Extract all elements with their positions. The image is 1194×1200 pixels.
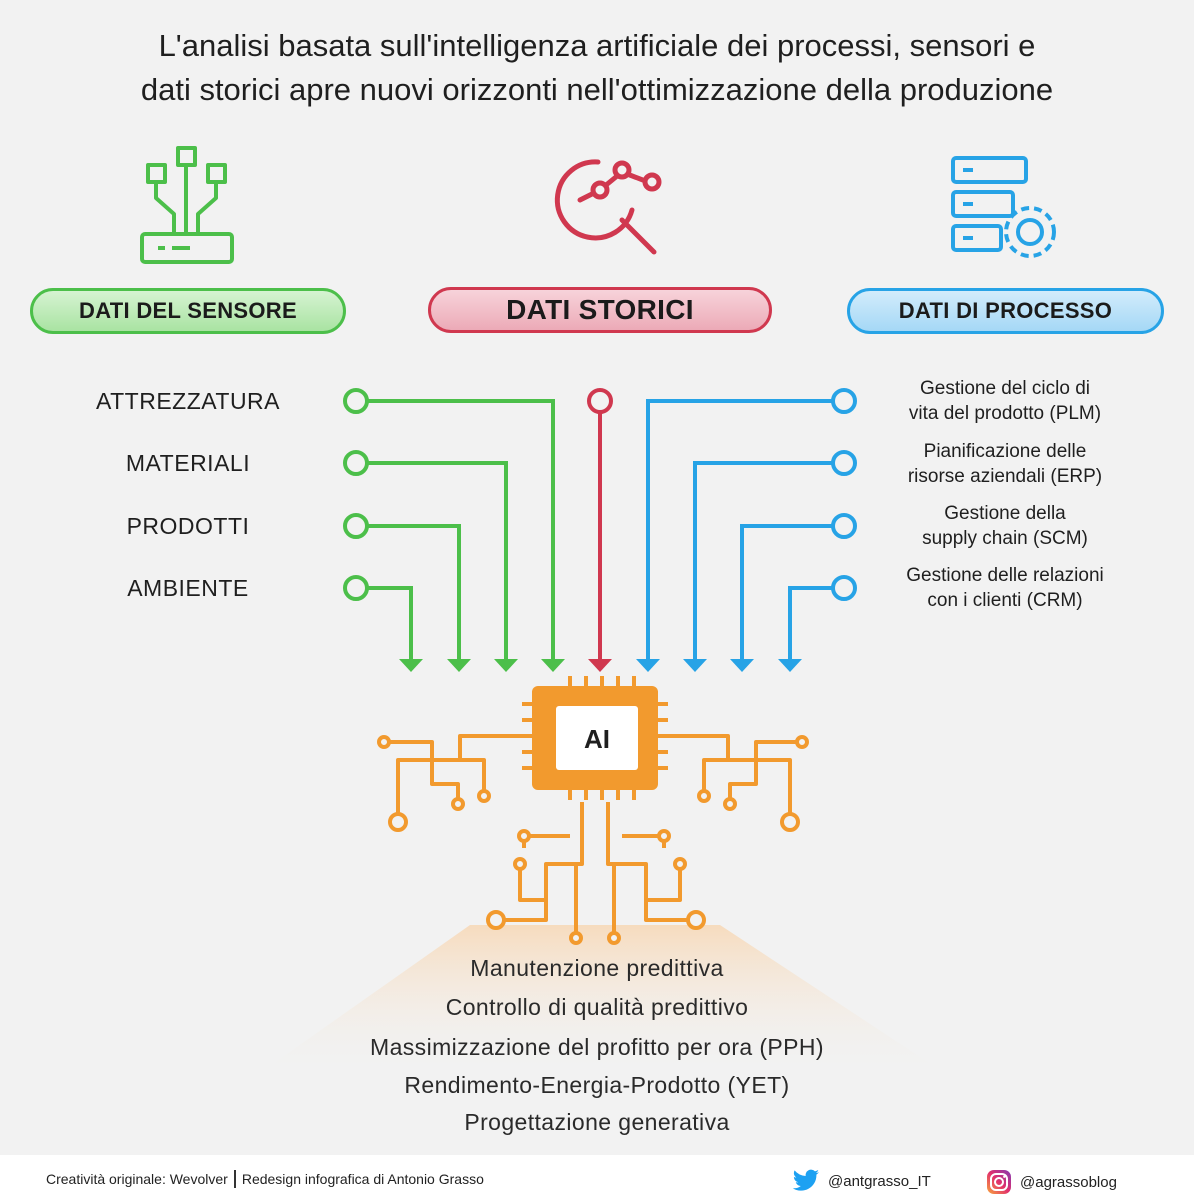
twitter-handle: @antgrasso_IT — [828, 1172, 931, 1190]
process-item-plm-line-1: Gestione del ciclo di — [919, 378, 1091, 399]
outcome-profit-per-hour: Massimizzazione del profitto per ora (PPH) — [370, 1034, 824, 1060]
process-item-scm-line-1: Gestione della — [944, 503, 1066, 524]
instagram-handle: @agrassoblog — [1020, 1173, 1117, 1191]
process-item-plm-line-2: vita del prodotto (PLM) — [908, 403, 1102, 424]
process-connector-lines — [648, 390, 855, 660]
outcome-predictive-maintenance: Manutenzione predittiva — [470, 955, 724, 981]
outcome-predictive-quality: Controllo di qualità predittivo — [445, 994, 749, 1020]
credit-separator — [234, 1170, 236, 1188]
outcome-generative-design: Progettazione generativa — [464, 1109, 730, 1135]
title-line-2: dati storici apre nuovi orizzonti nell'ottimizzazione della produzione — [140, 72, 1054, 107]
process-item-scm — [860, 501, 1150, 551]
process-item-crm-line-1: Gestione delle relazioni — [906, 565, 1104, 586]
server-gear-icon — [953, 158, 1054, 256]
process-item-scm-line-2: supply chain (SCM) — [922, 528, 1088, 549]
footer — [0, 1155, 1194, 1200]
instagram-icon — [986, 1169, 1012, 1195]
process-item-plm — [860, 376, 1150, 426]
title-line-1: L'analisi basata sull'intelligenza artificiale dei processi, sensori e — [158, 28, 1036, 63]
sensor-arrowheads — [399, 659, 565, 672]
ai-chip-icon — [532, 686, 658, 790]
sensor-item-materials: MATERIALI — [125, 450, 251, 476]
credit-redesign: Redesign infografica di Antonio Grasso — [241, 1171, 484, 1187]
process-item-erp-line-2: risorse aziendali (ERP) — [907, 466, 1103, 487]
process-item-erp — [860, 439, 1150, 489]
category-sensor-data: DATI DEL SENSORE — [30, 288, 346, 334]
credit-original: Creatività originale: Wevolver — [46, 1171, 228, 1187]
chip-label: AI — [584, 724, 610, 754]
footer-credits — [46, 1170, 484, 1188]
outcome-yield-energy-throughput: Rendimento-Energia-Prodotto (YET) — [404, 1072, 790, 1098]
historical-connector-line — [588, 390, 612, 672]
twitter-icon — [792, 1169, 820, 1193]
category-process-data: DATI DI PROCESSO — [847, 288, 1164, 334]
sensor-device-icon — [142, 148, 232, 262]
process-item-erp-line-1: Pianificazione delle — [923, 441, 1087, 462]
sensor-item-environment: AMBIENTE — [127, 575, 249, 601]
sensor-item-products: PRODOTTI — [126, 513, 250, 539]
process-item-crm — [860, 563, 1150, 613]
sensor-item-equipment: ATTREZZATURA — [95, 388, 281, 414]
analytics-magnifier-icon — [557, 162, 659, 252]
sensor-connector-lines — [345, 390, 553, 660]
process-item-crm-line-2: con i clienti (CRM) — [927, 590, 1083, 611]
twitter-handle-link[interactable] — [792, 1169, 931, 1193]
category-historical-data: DATI STORICI — [428, 287, 772, 333]
process-arrowheads — [636, 659, 802, 672]
instagram-handle-link[interactable] — [986, 1169, 1117, 1195]
